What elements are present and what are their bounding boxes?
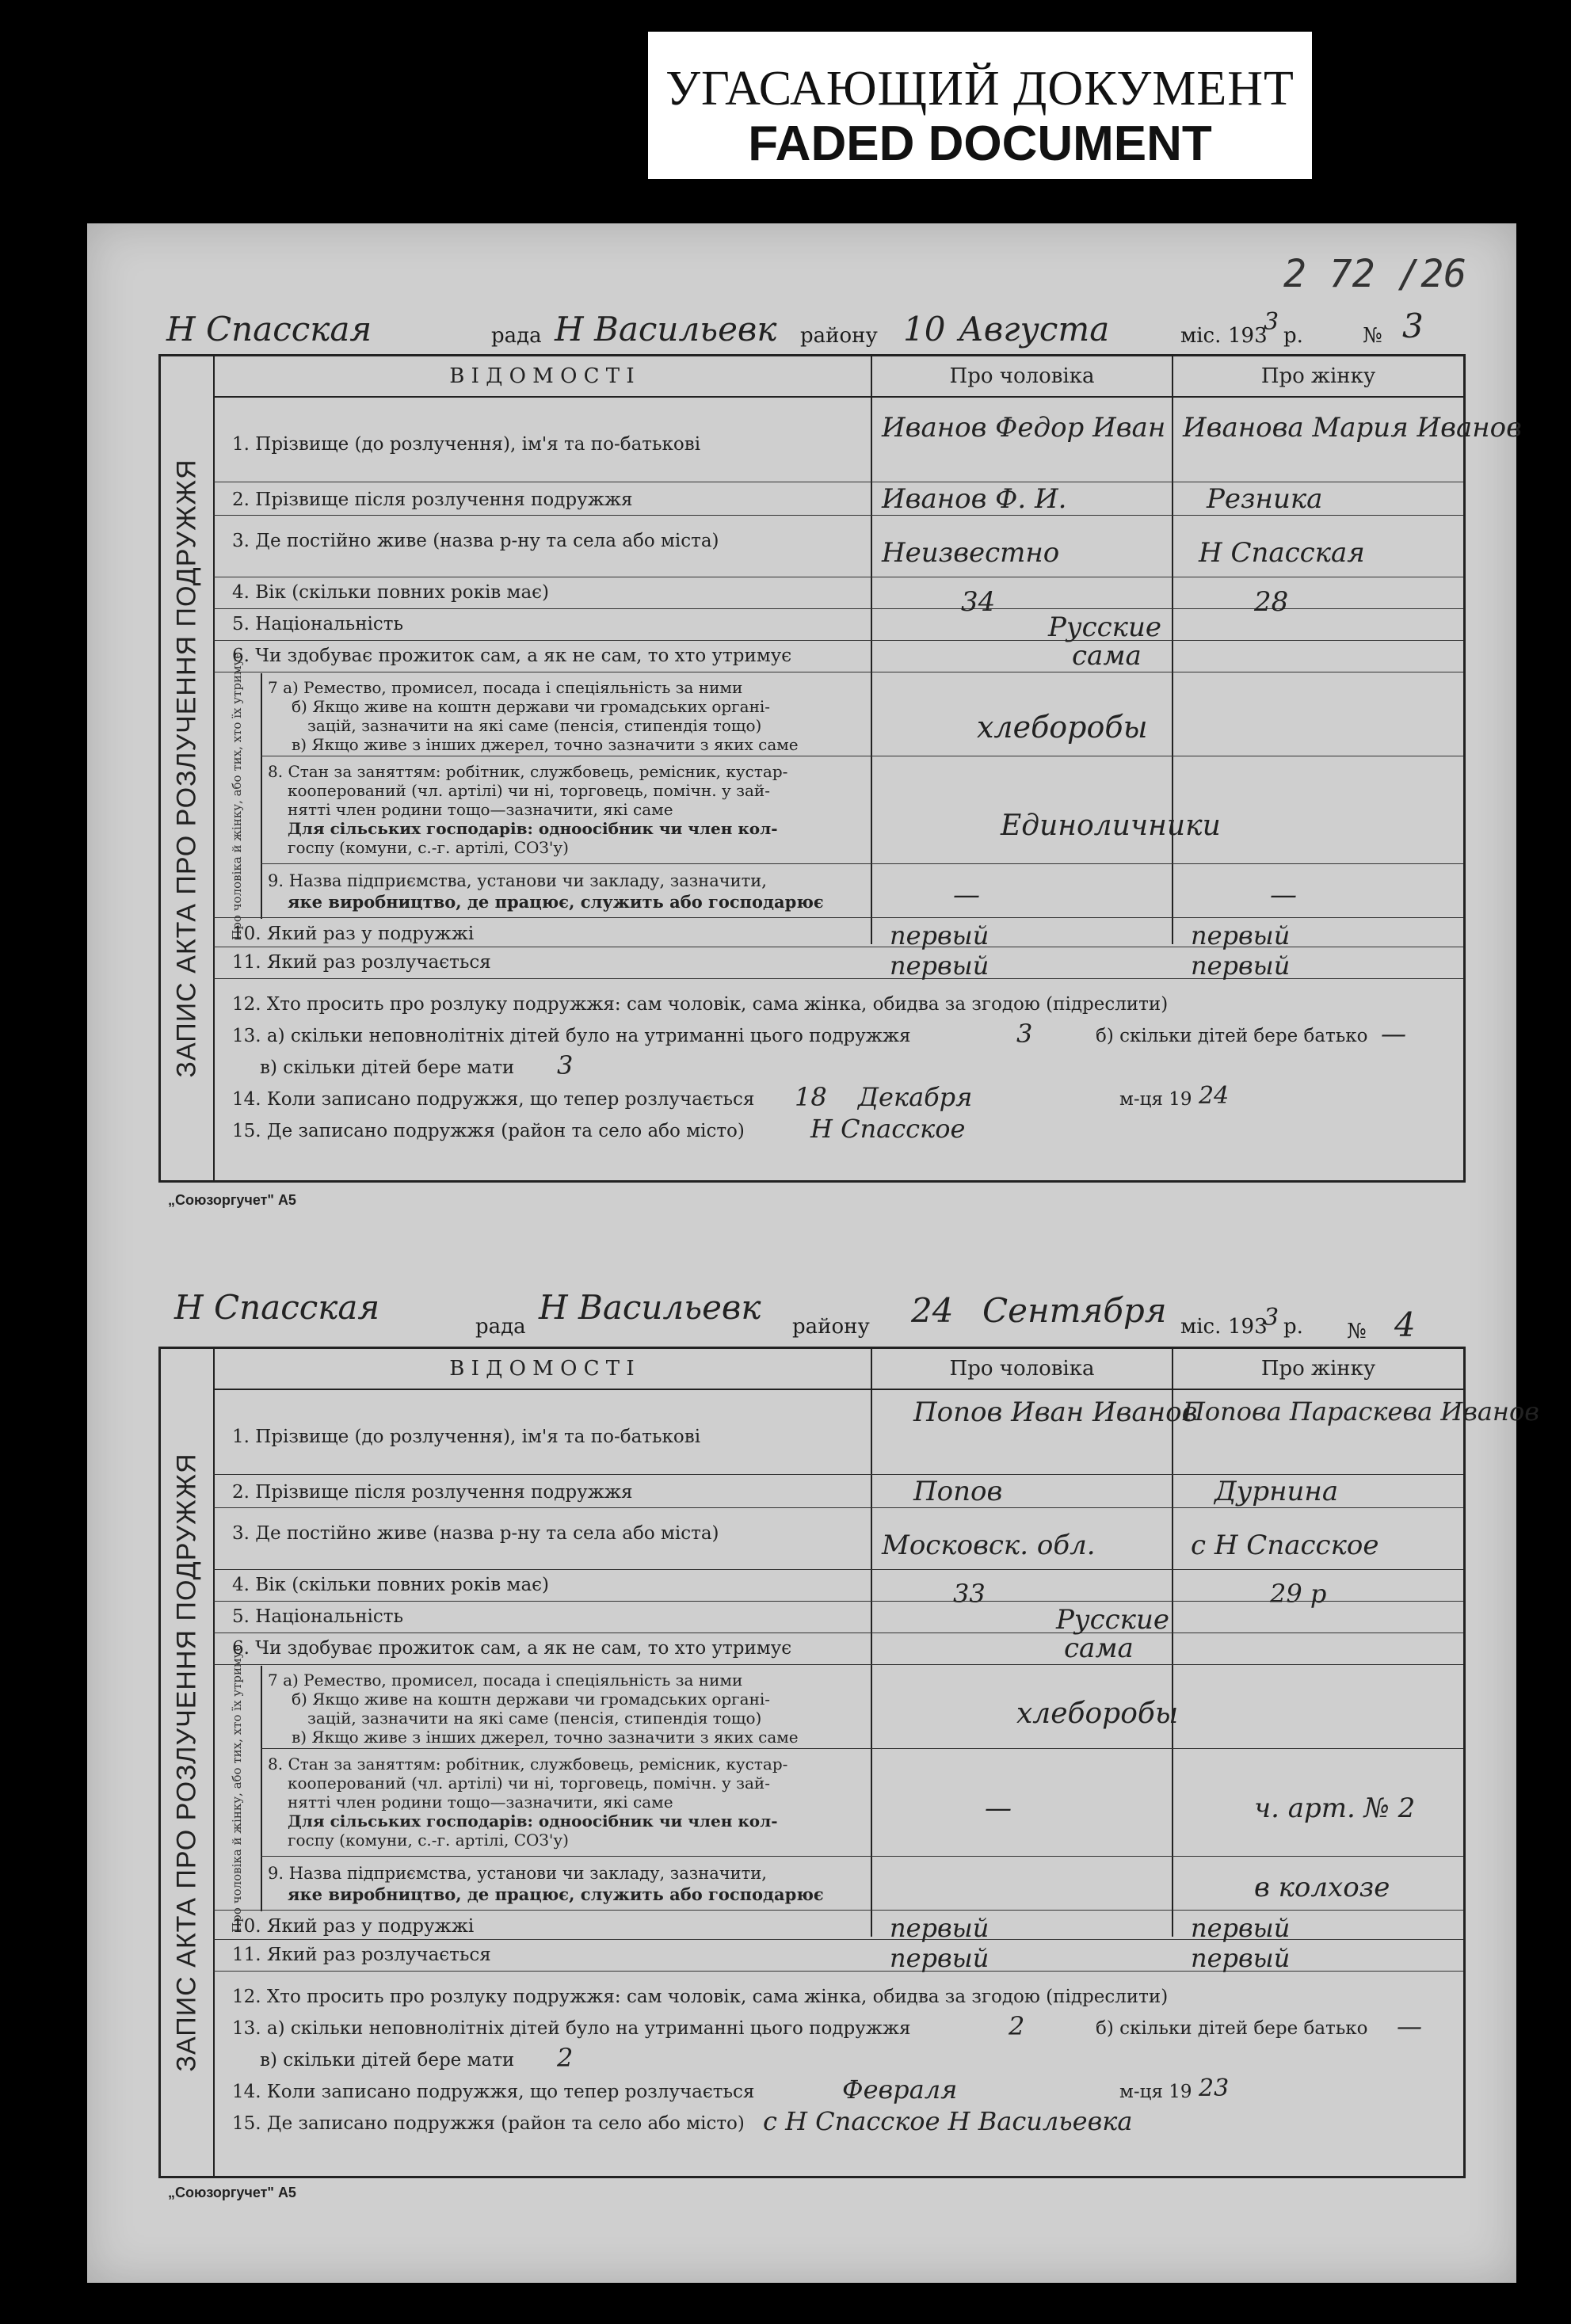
column-divider [871, 398, 872, 944]
registration-day: 18 [795, 1082, 827, 1112]
row-14-end: м-ця 19 [1119, 1089, 1192, 1110]
woman-divorce-count: первый [1191, 1943, 1291, 1973]
row-14-label: 14. Коли записано подружжя, що тепер розлучається [232, 2082, 755, 2102]
row-11-label: 11. Який раз розлучається [232, 952, 491, 973]
row-1-label: 1. Прізвище (до розлучення), ім'я та по-батькові [232, 1427, 701, 1447]
children-mother: 2 [557, 2043, 574, 2073]
man-divorce-count: первый [890, 1943, 990, 1973]
children-mother: 3 [557, 1050, 574, 1080]
woman-residence: с Н Спасское [1191, 1530, 1379, 1561]
row-13b-label: б) скільки дітей бере батько [1096, 2018, 1368, 2039]
label-english: FADED DOCUMENT [748, 116, 1212, 171]
row-8b-label: кооперований (чл. артілі) чи ні, торговець, помічн. у зай- [288, 1773, 770, 1793]
row-7b-label: б) Якщо живе на коштн держави чи громадських органі- [292, 1690, 771, 1709]
column-divider [1172, 398, 1173, 944]
livelihood: сама [1064, 1633, 1134, 1664]
row-divider [213, 1507, 1463, 1508]
row-8c-label: нятті член родини тощо—зазначити, які саме [288, 800, 673, 819]
woman-marriage-count: первый [1191, 920, 1291, 951]
row-divider [213, 917, 1463, 918]
woman-status: ч. арт. № 2 [1254, 1793, 1416, 1824]
rada-label: рада [475, 1315, 526, 1339]
row-9-label: 9. Назва підприємства, установи чи закладу, зазначити, [268, 1864, 767, 1883]
row-divider [261, 1856, 1463, 1857]
row-7b2-label: зацій, зазначити на які саме (пенсія, стипендія тощо) [307, 716, 762, 735]
faded-document-label [648, 32, 1312, 179]
row-8d-label: Для сільських господарів: одноосібник чи член кол- [288, 819, 778, 838]
row-7a-label: 7 а) Ремество, промисел, посада і спеціяльність за ними [268, 1671, 743, 1690]
row-4-label: 4. Вік (скільки повних років має) [232, 1575, 550, 1595]
archive-number: 2 72 /26 [1283, 252, 1467, 296]
row-15-label: 15. Де записано подружжя (район та село або місто) [232, 2113, 745, 2134]
row-10-label: 10. Який раз у подружжі [232, 924, 475, 944]
woman-surname-after: Дурнина [1214, 1476, 1339, 1507]
r-label: р. [1283, 1315, 1303, 1339]
village-value: Н Спасская [174, 1288, 380, 1327]
man-divorce-count: первый [890, 951, 990, 981]
column-divider [871, 1390, 872, 1937]
row-divider [261, 1748, 1463, 1749]
label-russian: УГАСАЮЩИЙ ДОКУМЕНТ [665, 62, 1295, 116]
woman-divorce-count: первый [1191, 951, 1291, 981]
form-footer: „Союзоргучет" А5 [168, 2185, 296, 2200]
woman-marriage-count: первый [1191, 1913, 1291, 1943]
row-12-label: 12. Хто просить про розлуку подружжя: сам чоловік, сама жінка, обидва за згодою (підреслити) [232, 994, 1169, 1015]
divorce-record-1 [158, 307, 1522, 1208]
woman-header: Про жінку [1172, 1349, 1463, 1390]
no-label: № [1347, 1320, 1367, 1343]
form-table [158, 1347, 1539, 2178]
row-8e-label: госпу (комуни, с.-г. артілі, СОЗ'у) [288, 1831, 569, 1850]
row-3-label: 3. Де постійно живе (назва р-ну та села або міста) [232, 531, 719, 551]
row-14-label: 14. Коли записано подружжя, що тепер розлучається [232, 1089, 755, 1110]
raionu-label: району [792, 1315, 870, 1339]
row-3-label: 3. Де постійно живе (назва р-ну та села або міста) [232, 1523, 719, 1544]
mis-label: міс. [1180, 324, 1222, 348]
row-7b-label: б) Якщо живе на коштн держави чи громадських органі- [292, 697, 771, 716]
day-value: 24 [911, 1291, 954, 1330]
row-15-label: 15. Де записано подружжя (район та село або місто) [232, 1121, 745, 1141]
row-12-label: 12. Хто просить про розлуку подружжя: сам чоловік, сама жінка, обидва за згодою (підреслити) [232, 1987, 1169, 2007]
row-6-label: 6. Чи здобуває прожиток сам, а як не сам, то хто утримує [232, 1638, 792, 1659]
row-8b-label: кооперований (чл. артілі) чи ні, торговець, помічн. у зай- [288, 781, 770, 800]
rada-value: Н Васильевк [539, 1288, 761, 1327]
children-father: — [1397, 2011, 1422, 2041]
form-footer: „Союзоргучет" А5 [168, 1192, 296, 1208]
man-surname-after: Иванов Ф. И. [882, 483, 1067, 515]
row-divider [213, 1664, 1463, 1665]
side-subtitle: Про чоловіка й жінку, або тих, хто їх утримує [213, 1666, 262, 1911]
raionu-label: району [800, 324, 878, 348]
man-header: Про чоловіка [871, 1349, 1172, 1390]
registration-year: 24 [1199, 1082, 1230, 1110]
woman-age: 29 р [1270, 1579, 1327, 1609]
row-14-end: м-ця 19 [1119, 2082, 1192, 2102]
man-age: 34 [961, 586, 996, 618]
row-13b-label: б) скільки дітей бере батько [1096, 1026, 1368, 1046]
man-surname: Попов Иван Иванов [913, 1396, 1198, 1428]
year-prefix: 193 [1228, 324, 1268, 348]
row-7a-label: 7 а) Ремество, промисел, посада і спеціяльність за ними [268, 678, 743, 697]
woman-residence: Н Спасская [1199, 537, 1365, 569]
day-value: 10 [903, 310, 946, 349]
row-divider [213, 1569, 1463, 1570]
man-marriage-count: первый [890, 1913, 990, 1943]
row-13a-label: 13. а) скільки неповнолітніх дітей було на утриманні цього подружжя [232, 1026, 911, 1046]
row-2-label: 2. Прізвище після розлучення подружжя [232, 1482, 633, 1503]
row-2-label: 2. Прізвище після розлучення подружжя [232, 490, 633, 510]
month-value: Сентября [982, 1291, 1167, 1330]
nationality: Русские [1048, 611, 1162, 643]
woman-age: 28 [1254, 586, 1289, 618]
side-subtitle: Про чоловіка й жінку, або тих, хто їх утримує [213, 673, 262, 919]
woman-surname: Иванова Мария Иванов [1183, 412, 1522, 444]
column-divider [1172, 1390, 1173, 1937]
man-age: 33 [953, 1579, 986, 1609]
registration-place: Н Спасское [810, 1114, 966, 1144]
row-divider [213, 1474, 1463, 1475]
row-13a-label: 13. а) скільки неповнолітніх дітей було на утриманні цього подружжя [232, 2018, 911, 2039]
status: Единоличники [1001, 810, 1221, 842]
row-8-label: 8. Стан за заняттям: робітник, службовець, ремісник, кустар- [268, 1754, 788, 1773]
side-title: ЗАПИС АКТА ПРО РОЗЛУЧЕННЯ ПОДРУЖЖЯ [161, 1349, 215, 2176]
row-9-label: 9. Назва підприємства, установи чи закладу, зазначити, [268, 871, 767, 890]
divorce-record-2 [158, 1288, 1539, 2200]
children-count: 2 [1009, 2011, 1025, 2041]
row-11-label: 11. Який раз розлучається [232, 1945, 491, 1965]
row-1-label: 1. Прізвище (до розлучення), ім'я та по-батькові [232, 434, 701, 455]
row-divider [213, 515, 1463, 516]
man-residence: Московск. обл. [882, 1530, 1096, 1561]
man-status: — [985, 1793, 1012, 1824]
no-label: № [1363, 324, 1382, 348]
row-7b2-label: зацій, зазначити на які саме (пенсія, стипендія тощо) [307, 1709, 762, 1728]
row-5-label: 5. Національність [232, 614, 404, 634]
occupation: хлеборобы [1016, 1697, 1179, 1730]
record-number: 4 [1394, 1305, 1416, 1344]
row-8c-label: нятті член родини тощо—зазначити, які саме [288, 1793, 673, 1812]
woman-surname: Попова Параскева Иванов [1183, 1396, 1539, 1427]
row-9b-label: яке виробництво, де працює, служить або господарює [288, 1884, 824, 1904]
man-header: Про чоловіка [871, 356, 1172, 398]
registration-year: 23 [1199, 2074, 1230, 2102]
children-count: 3 [1016, 1019, 1033, 1049]
r-label: р. [1283, 324, 1303, 348]
children-father: — [1381, 1019, 1406, 1049]
village-value: Н Спасская [166, 310, 372, 349]
row-8e-label: госпу (комуни, с.-г. артілі, СОЗ'у) [288, 838, 569, 857]
row-13c-label: в) скільки дітей бере мати [260, 1057, 515, 1078]
year-value: 3 [1264, 1304, 1279, 1332]
header-line [158, 307, 1466, 354]
row-7c-label: в) Якщо живе з інших джерел, точно зазначити з яких саме [292, 735, 799, 754]
row-6-label: 6. Чи здобуває прожиток сам, а як не сам, то хто утримує [232, 646, 792, 666]
row-4-label: 4. Вік (скільки повних років має) [232, 582, 550, 603]
row-divider [261, 863, 1463, 864]
month-value: Августа [959, 310, 1110, 349]
nationality: Русские [1056, 1604, 1170, 1636]
row-9b-label: яке виробництво, де працює, служить або господарює [288, 892, 824, 912]
man-marriage-count: первый [890, 920, 990, 951]
year-value: 3 [1264, 308, 1279, 336]
mis-label: міс. [1180, 1315, 1222, 1339]
row-7c-label: в) Якщо живе з інших джерел, точно зазначити з яких саме [292, 1728, 799, 1747]
row-13c-label: в) скільки дітей бере мати [260, 2050, 515, 2071]
row-8d-label: Для сільських господарів: одноосібник чи член кол- [288, 1812, 778, 1831]
man-residence: Неизвестно [882, 537, 1060, 569]
row-8-label: 8. Стан за заняттям: робітник, службовець, ремісник, кустар- [268, 762, 788, 781]
occupation: хлеборобы [977, 710, 1148, 745]
rada-value: Н Васильевк [555, 310, 777, 349]
vidomosti-header: В І Д О М О С Т І [213, 1349, 871, 1390]
man-surname-after: Попов [913, 1476, 1003, 1507]
registration-place: с Н Спасское Н Васильевка [763, 2106, 1133, 2136]
vidomosti-header: В І Д О М О С Т І [213, 356, 871, 398]
rada-label: рада [491, 324, 542, 348]
header-line [158, 1288, 1466, 1344]
registration-month: Февраля [842, 2074, 958, 2105]
woman-workplace: — [1270, 879, 1297, 911]
row-10-label: 10. Який раз у подружжі [232, 1916, 475, 1937]
form-table [158, 354, 1522, 1183]
woman-header: Про жінку [1172, 356, 1463, 398]
year-prefix: 193 [1228, 1315, 1268, 1339]
man-workplace: — [953, 879, 980, 911]
row-divider [213, 640, 1463, 641]
woman-surname-after: Резника [1207, 483, 1323, 515]
row-divider [213, 1910, 1463, 1911]
registration-month: Декабря [858, 1082, 973, 1112]
livelihood: сама [1072, 640, 1142, 672]
side-title: ЗАПИС АКТА ПРО РОЗЛУЧЕННЯ ПОДРУЖЖЯ [161, 356, 215, 1180]
woman-workplace: в колхозе [1254, 1872, 1390, 1903]
record-number: 3 [1402, 307, 1424, 345]
row-5-label: 5. Національність [232, 1606, 404, 1627]
man-surname: Иванов Федор Иван [882, 412, 1166, 444]
